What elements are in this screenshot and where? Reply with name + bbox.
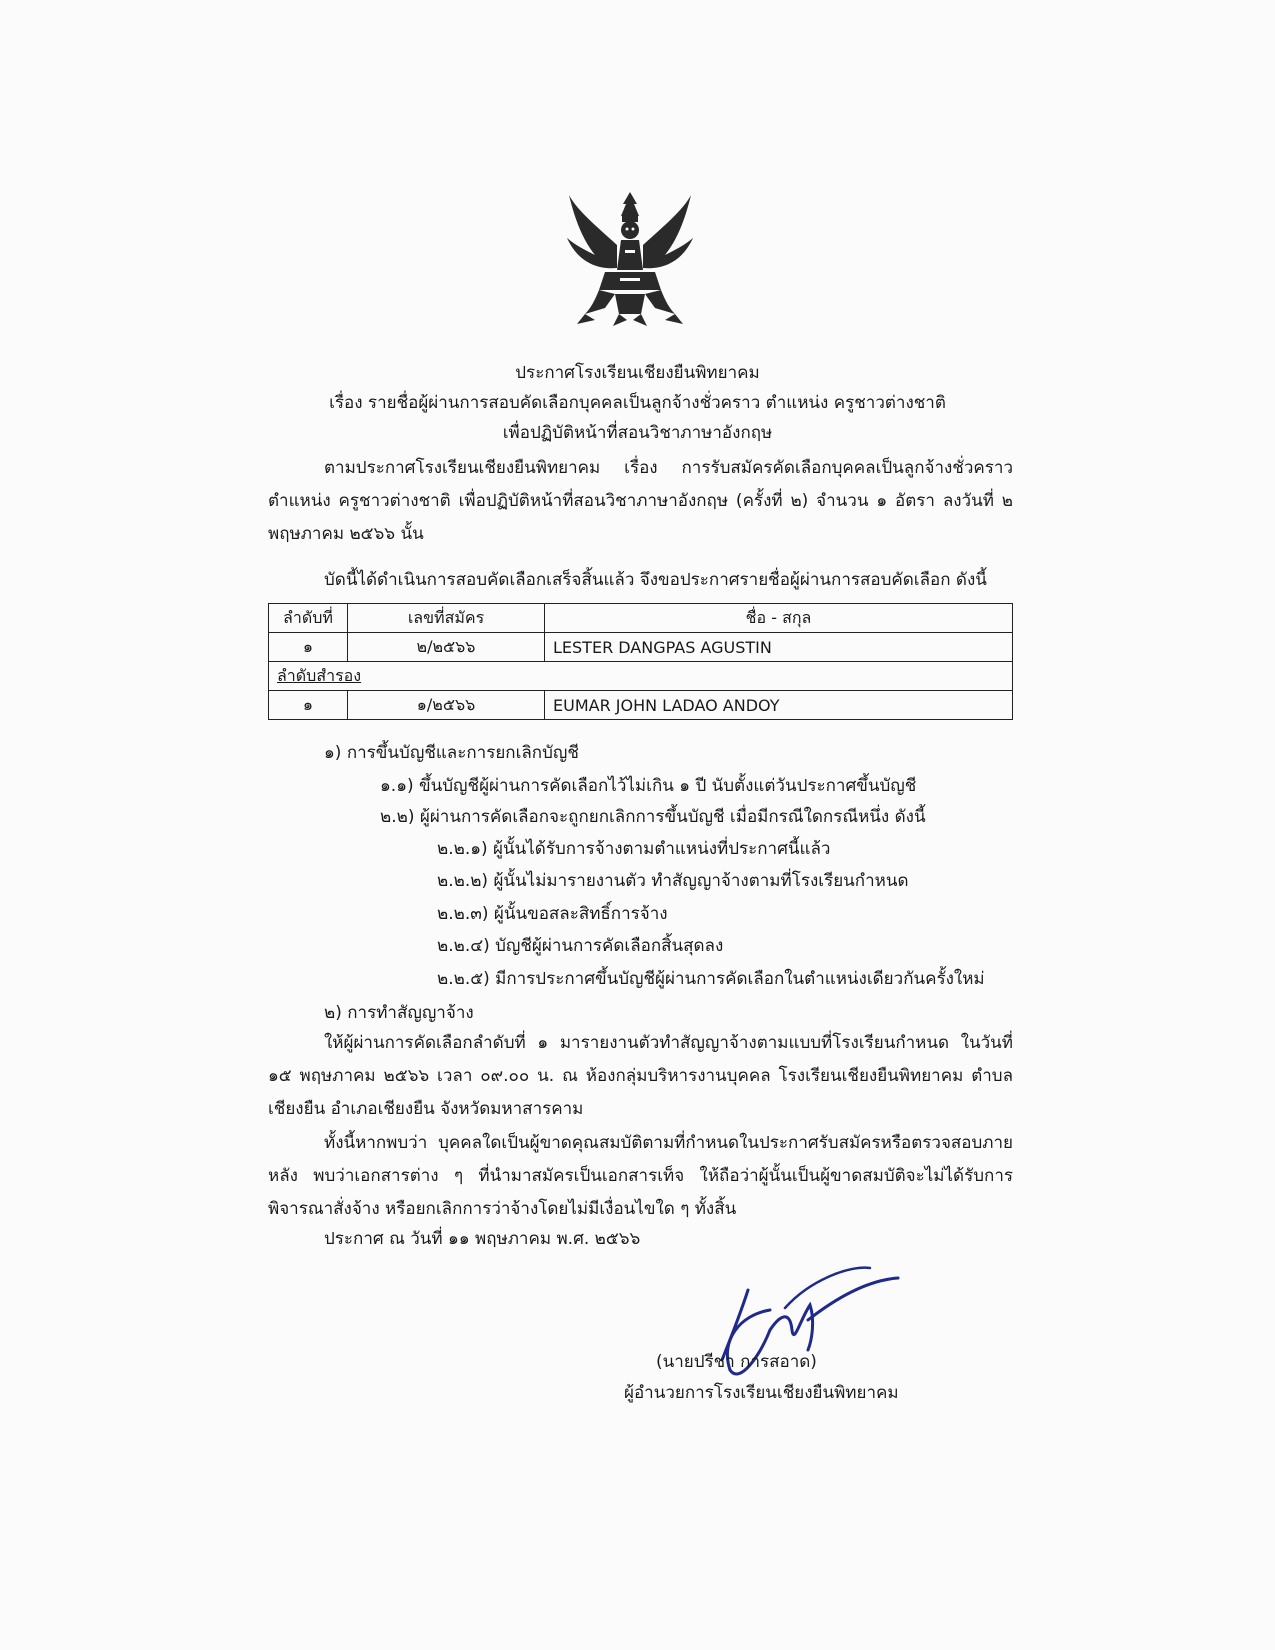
table-row [269,691,1013,720]
reserve-label: ลำดับสำรอง [269,662,1013,691]
row-name: EUMAR JOHN LADAO ANDOY [545,691,1013,720]
intro-paragraph [268,452,1013,551]
row-no: ๑ [269,691,348,720]
row-app-no: ๒/๒๕๖๖ [348,633,545,662]
header-line-3: เพื่อปฏิบัติหน้าที่สอนวิชาภาษาอังกฤษ [502,423,773,443]
intro-text: ตามประกาศโรงเรียนเชียงยืนพิทยาคม เรื่อง การรับสมัครคัดเลือกบุคคลเป็นลูกจ้างชั่วคราว ตำแหน่ง ครูชาวต่างชาติ เพื่อปฏิบัติหน้าที่สอนวิชาภาษาอังกฤษ (ครั้งที่ ๒) จำนวน ๑ อัตรา ลงวันที่ ๒ พฤษภาคม ๒๕๖๖ นั้น [268,458,1013,544]
intro-list-lead: บัดนี้ได้ดำเนินการสอบคัดเลือกเสร็จสิ้นแล้ว จึงขอประกาศรายชื่อผู้ผ่านการสอบคัดเลือก ดังนี้ [324,570,987,590]
table-row [269,633,1013,662]
reserve-label-row [269,662,1013,691]
row-no: ๑ [269,633,348,662]
section2-title: ๒) การทำสัญญาจ้าง [324,1003,474,1023]
section1-subitem-1: ๒.๒.๑) ผู้นั้นได้รับการจ้างตามตำแหน่งที่ประกาศนี้แล้ว [437,839,831,859]
signer-name: (นายปรีชา การสอาด) [656,1352,817,1372]
section1-subitem-2: ๒.๒.๒) ผู้นั้นไม่มารายงานตัว ทำสัญญาจ้างตามที่โรงเรียนกำหนด [437,871,909,891]
section2-paragraph-2: ทั้งนี้หากพบว่า บุคคลใดเป็นผู้ขาดคุณสมบัติตามที่กำหนดในประกาศรับสมัครหรือตรวจสอบภายหลัง พบว่าเอกสารต่าง ๆ ที่นำมาสมัครเป็นเอกสารเท็จ ให้ถือว่าผู้นั้นเป็นผู้ขาดสมบัติจะไม่ได้รับการพิจารณาสั่งจ้าง หรือยกเลิกการว่าจ้างโดยไม่มีเงื่อนไขใด ๆ ทั้งสิ้น [268,1133,1013,1219]
section1-item-2-2: ๒.๒) ผู้ผ่านการคัดเลือกจะถูกยกเลิกการขึ้นบัญชี เมื่อมีกรณีใดกรณีหนึ่ง ดังนี้ [380,807,926,827]
section1-subitem-5: ๒.๒.๕) มีการประกาศขึ้นบัญชีผู้ผ่านการคัดเลือกในตำแหน่งเดียวกันครั้งใหม่ [437,969,985,989]
col-header-app-no: เลขที่สมัคร [348,604,545,633]
header-line-1: ประกาศโรงเรียนเชียงยืนพิทยาคม [515,363,760,383]
header-line-2: เรื่อง รายชื่อผู้ผ่านการสอบคัดเลือกบุคคลเป็นลูกจ้างชั่วคราว ตำแหน่ง ครูชาวต่างชาติ [329,393,946,413]
announcement-header [0,358,1275,448]
row-name: LESTER DANGPAS AGUSTIN [545,633,1013,662]
table-header-row [269,604,1013,633]
section2-paragraph-1: ให้ผู้ผ่านการคัดเลือกลำดับที่ ๑ มารายงานตัวทำสัญญาจ้างตามแบบที่โรงเรียนกำหนด ในวันที่ ๑๕ พฤษภาคม ๒๕๖๖ เวลา ๐๙.๐๐ น. ณ ห้องกลุ่มบริหารงานบุคคล โรงเรียนเชียงยืนพิทยาคม ตำบลเชียงยืน อำเภอเชียงยืน จังหวัดมหาสารคาม [268,1033,1013,1119]
section1-subitem-4: ๒.๒.๔) บัญชีผู้ผ่านการคัดเลือกสิ้นสุดลง [437,936,724,956]
section1-title: ๑) การขึ้นบัญชีและการยกเลิกบัญชี [324,743,579,763]
row-app-no: ๑/๒๕๖๖ [348,691,545,720]
col-header-no: ลำดับที่ [269,604,348,633]
garuda-emblem-icon [565,190,695,330]
signer-title: ผู้อำนวยการโรงเรียนเชียงยืนพิทยาคม [624,1383,899,1403]
section1-item-1-1: ๑.๑) ขึ้นบัญชีผู้ผ่านการคัดเลือกไว้ไม่เกิน ๑ ปี นับตั้งแต่วันประกาศขึ้นบัญชี [380,776,917,796]
col-header-name: ชื่อ - สกุล [545,604,1013,633]
announcement-date: ประกาศ ณ วันที่ ๑๑ พฤษภาคม พ.ศ. ๒๕๖๖ [324,1229,641,1249]
section1-subitem-3: ๒.๒.๓) ผู้นั้นขอสละสิทธิ์การจ้าง [437,904,668,924]
results-table [268,603,1013,720]
